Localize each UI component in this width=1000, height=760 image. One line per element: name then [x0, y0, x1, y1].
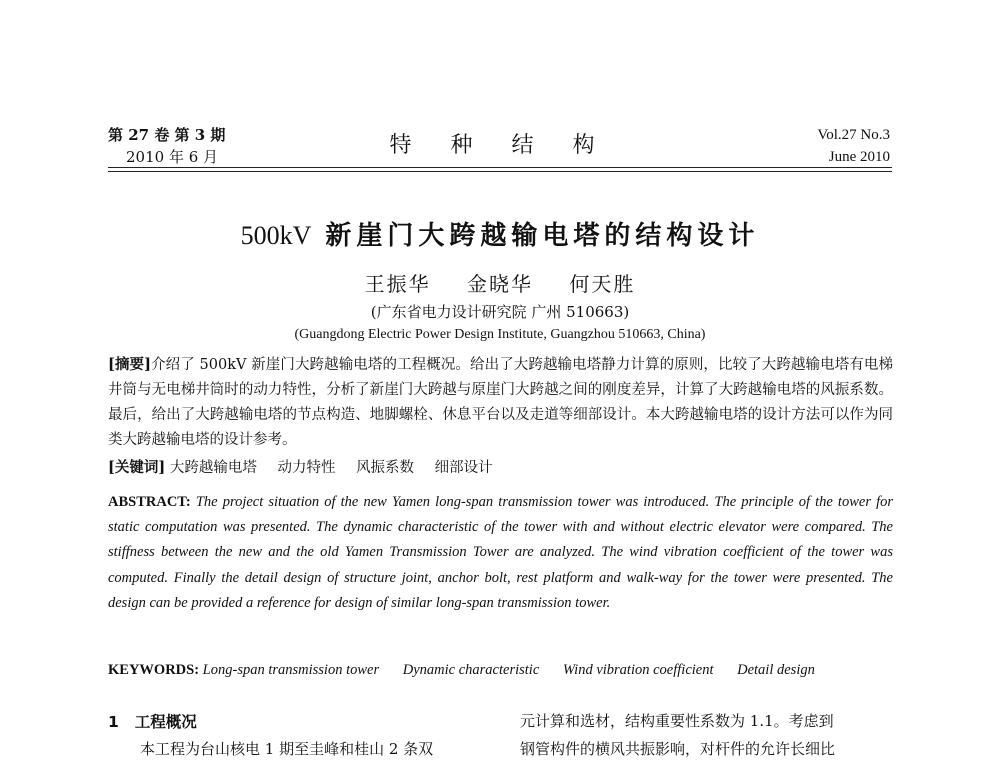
- author-name: 王振华: [364, 272, 431, 296]
- keyword-en: Detail design: [737, 662, 815, 678]
- abstract-cn-label: [摘要]: [108, 356, 151, 373]
- keywords-en-label: KEYWORDS:: [108, 662, 200, 678]
- section-number: 1: [108, 713, 119, 731]
- volume-issue: 第 27 卷 第 3 期: [108, 126, 226, 144]
- issue-date-en: June 2010: [828, 149, 890, 165]
- author-name: 金晓华: [467, 272, 533, 296]
- abstract-en-label: ABSTRACT:: [108, 494, 191, 510]
- section-heading: [108, 710, 197, 732]
- keyword-en: Long-span transmission tower: [202, 662, 380, 678]
- volume-issue-en: Vol.27 No.3: [817, 127, 890, 143]
- section-title: 工程概况: [134, 713, 197, 731]
- article-title: [0, 215, 1000, 252]
- header-rule-thin: [108, 171, 892, 172]
- journal-volume-en-block: [700, 124, 890, 168]
- keyword-cn: 动力特性: [277, 460, 336, 476]
- body-text-left: 本工程为台山核电 1 期至圭峰和桂山 2 条双: [140, 740, 434, 758]
- abstract-en: [108, 490, 893, 616]
- author-list: [0, 268, 1000, 297]
- author-name: 何天胜: [569, 272, 636, 296]
- affiliation-cn: (广东省电力设计研究院 广州 510663): [370, 303, 630, 321]
- keywords-cn: [108, 455, 893, 481]
- body-text-right-line: 钢管构件的横风共振影响，对杆件的允许长细比: [520, 740, 836, 758]
- abstract-cn-text: 介绍了 500kV 新崖门大跨越输电塔的工程概况。给出了大跨越输电塔静力计算的原则，比较了大跨越输电塔有电梯井筒与无电梯井筒时的动力特性，分析了新崖门大跨越与原崖门大跨越之间的刚度差异，计算了大跨越输电塔的风振系数。最后，给出了大跨越输电塔的节点构造、地脚螺栓、休息平台以及走道等细部设计。本大跨越输电塔的设计方法可以作为同类大跨越输电塔的设计参考。: [108, 357, 893, 448]
- header-rule-thick: [108, 167, 892, 168]
- title-text: 新崖门大跨越输电塔的结构设计: [325, 221, 760, 251]
- keyword-cn: 风振系数: [356, 460, 415, 476]
- journal-name: 特 种 结 构: [389, 133, 611, 158]
- affiliation-en: (Guangdong Electric Power Design Institute, Guangzhou 510663, China): [294, 327, 706, 342]
- issue-date-cn: 2010 年 6 月: [126, 148, 219, 166]
- title-prefix: 500kV: [240, 221, 312, 250]
- abstract-cn: [108, 352, 893, 453]
- body-text-right-line: 元计算和选材，结构重要性系数为 1.1。考虑到: [520, 712, 834, 730]
- keyword-en: Wind vibration coefficient: [562, 662, 714, 678]
- keywords-cn-label: [关键词]: [108, 459, 166, 476]
- abstract-en-text: The project situation of the new Yamen long-span transmission tower was introduced. The principle of the tower for static computation was presented. The dynamic characteristic of the tower with and without electric elevator were compared. The stiffness between the new and the old Yamen Transmission Tower are analyzed. The wind vibration coefficient of the tower was computed. Finally the detail design of structure joint, anchor bolt, rest platform and walk-way for the tower were presented. The design can be provided a reference for design of similar long-span transmission tower.: [108, 494, 893, 611]
- keyword-en: Dynamic characteristic: [402, 662, 540, 678]
- keyword-cn: 大跨越输电塔: [169, 460, 257, 476]
- keywords-en: [108, 658, 893, 682]
- keyword-cn: 细部设计: [434, 460, 493, 476]
